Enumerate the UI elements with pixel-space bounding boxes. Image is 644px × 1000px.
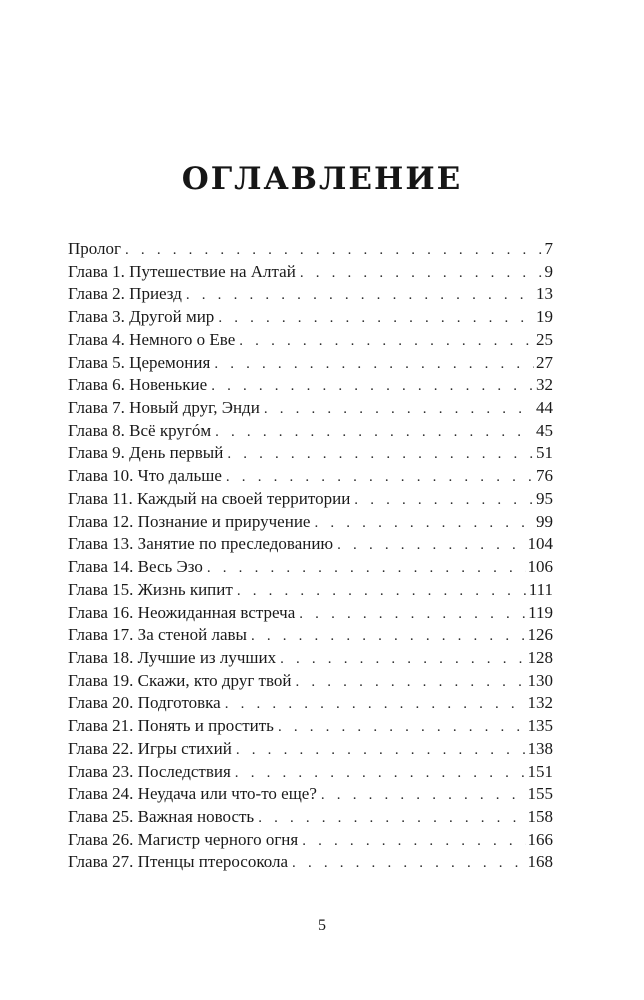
toc-entry-title: Глава 14. Весь Эзо — [68, 557, 203, 577]
toc-entry-title: Глава 27. Птенцы птеросокола — [68, 852, 289, 872]
toc-entry-page-number: 166 — [527, 829, 553, 849]
dot-leader — [251, 625, 526, 648]
dot-leader — [314, 512, 534, 535]
toc-entry — [68, 238, 553, 261]
toc-entry-title: Глава 7. Новый друг, Энди — [68, 398, 260, 418]
dot-leader — [278, 716, 526, 739]
toc-entry-page-number: 25 — [536, 329, 553, 349]
toc-entry — [68, 783, 553, 806]
toc-entry-title: Глава 20. Подготовка — [68, 693, 221, 713]
toc-entry-page-number: 32 — [536, 375, 553, 395]
toc-entry-page-number: 128 — [527, 647, 553, 667]
toc-entry-page-number: 104 — [527, 534, 553, 554]
toc-entry — [68, 715, 553, 738]
toc-entry — [68, 579, 553, 602]
dot-leader — [235, 762, 526, 785]
page-title: ОГЛАВЛЕНИЕ — [181, 160, 463, 197]
dot-leader — [207, 557, 526, 580]
table-of-contents — [68, 238, 553, 874]
toc-entry-title: Глава 2. Приезд — [68, 284, 182, 304]
toc-entry-page-number: 76 — [536, 466, 553, 486]
toc-entry — [68, 556, 553, 579]
dot-leader — [258, 807, 525, 830]
toc-entry — [68, 670, 553, 693]
toc-entry — [68, 283, 553, 306]
page-number: 5 — [318, 917, 326, 934]
toc-entry — [68, 374, 553, 397]
toc-entry-page-number: 9 — [544, 261, 553, 281]
dot-leader — [237, 580, 527, 603]
dot-leader — [292, 852, 525, 875]
toc-entry-page-number: 27 — [536, 352, 553, 372]
toc-entry-title: Глава 16. Неожиданная встреча — [68, 602, 296, 622]
toc-entry-title: Глава 15. Жизнь кипит — [68, 579, 233, 599]
toc-entry-page-number: 155 — [527, 784, 553, 804]
toc-entry — [68, 829, 553, 852]
toc-entry-title: Пролог — [68, 239, 122, 258]
dot-leader — [264, 398, 534, 421]
toc-entry-title: Глава 10. Что дальше — [68, 466, 222, 486]
toc-entry-title: Глава 13. Занятие по преследованию — [68, 534, 334, 554]
toc-entry — [68, 397, 553, 420]
toc-entry-page-number: 51 — [536, 443, 553, 463]
dot-leader — [354, 489, 534, 512]
toc-entry — [68, 851, 553, 874]
toc-entry-title: Глава 17. За стеной лавы — [68, 625, 247, 645]
toc-entry — [68, 761, 553, 784]
dot-leader — [302, 830, 525, 853]
toc-entry — [68, 647, 553, 670]
dot-leader — [236, 739, 526, 762]
toc-entry — [68, 692, 553, 715]
dot-leader — [214, 353, 534, 376]
toc-entry-page-number: 44 — [536, 398, 553, 418]
toc-entry — [68, 533, 553, 556]
toc-entry-title: Глава 18. Лучшие из лучших — [68, 647, 277, 667]
toc-entry-page-number: 106 — [527, 557, 553, 577]
toc-entry-page-number: 126 — [527, 625, 553, 645]
toc-entry-page-number: 135 — [527, 716, 553, 736]
toc-entry — [68, 602, 553, 625]
dot-leader — [215, 421, 534, 444]
toc-entry-page-number: 151 — [527, 761, 553, 781]
toc-entry-page-number: 7 — [544, 239, 553, 258]
toc-entry-page-number: 130 — [527, 670, 553, 690]
toc-entry — [68, 488, 553, 511]
dot-leader — [225, 693, 526, 716]
toc-entry-page-number: 111 — [528, 579, 553, 599]
toc-entry-title: Глава 4. Немного о Еве — [68, 329, 236, 349]
toc-entry-title: Глава 25. Важная новость — [68, 806, 255, 826]
toc-entry — [68, 465, 553, 488]
toc-entry-page-number: 99 — [536, 511, 553, 531]
toc-entry-title: Глава 19. Скажи, кто друг твой — [68, 670, 292, 690]
dot-leader — [295, 671, 525, 694]
toc-entry — [68, 261, 553, 284]
toc-entry-title: Глава 26. Магистр черного огня — [68, 829, 299, 849]
toc-entry-title: Глава 6. Новенькие — [68, 375, 208, 395]
toc-entry-title: Глава 9. День первый — [68, 443, 224, 463]
toc-entry-page-number: 45 — [536, 420, 553, 440]
toc-entry-page-number: 13 — [536, 284, 553, 304]
toc-entry — [68, 420, 553, 443]
toc-entry-page-number: 138 — [527, 738, 553, 758]
toc-entry-title: Глава 12. Познание и приручение — [68, 511, 311, 531]
dot-leader — [227, 443, 534, 466]
dot-leader — [337, 534, 525, 557]
dot-leader — [211, 375, 534, 398]
toc-entry-page-number: 168 — [527, 852, 553, 872]
toc-entry — [68, 306, 553, 329]
toc-entry-page-number: 119 — [528, 602, 553, 622]
toc-entry-title: Глава 1. Путешествие на Алтай — [68, 261, 296, 281]
toc-entry-title: Глава 8. Всё кругóм — [68, 420, 212, 440]
dot-leader — [125, 239, 542, 262]
dot-leader — [300, 262, 543, 285]
toc-entry-title: Глава 11. Каждый на своей территории — [68, 488, 351, 508]
toc-entry — [68, 329, 553, 352]
dot-leader — [280, 648, 525, 671]
toc-entry — [68, 624, 553, 647]
toc-entry — [68, 806, 553, 829]
toc-entry-page-number: 132 — [527, 693, 553, 713]
toc-entry-title: Глава 21. Понять и простить — [68, 716, 274, 736]
toc-entry — [68, 442, 553, 465]
dot-leader — [299, 603, 526, 626]
toc-entry-title: Глава 24. Неудача или что-то еще? — [68, 784, 317, 804]
dot-leader — [186, 284, 534, 307]
toc-entry-title: Глава 3. Другой мир — [68, 307, 215, 327]
dot-leader — [226, 466, 534, 489]
toc-entry-page-number: 95 — [536, 488, 553, 508]
toc-entry — [68, 352, 553, 375]
toc-entry-title: Глава 22. Игры стихий — [68, 738, 232, 758]
toc-entry-page-number: 158 — [527, 806, 553, 826]
toc-entry-title: Глава 5. Церемония — [68, 352, 211, 372]
toc-entry-page-number: 19 — [536, 307, 553, 327]
toc-entry — [68, 738, 553, 761]
dot-leader — [321, 784, 526, 807]
toc-entry — [68, 511, 553, 534]
dot-leader — [239, 330, 534, 353]
toc-entry-title: Глава 23. Последствия — [68, 761, 231, 781]
dot-leader — [218, 307, 534, 330]
